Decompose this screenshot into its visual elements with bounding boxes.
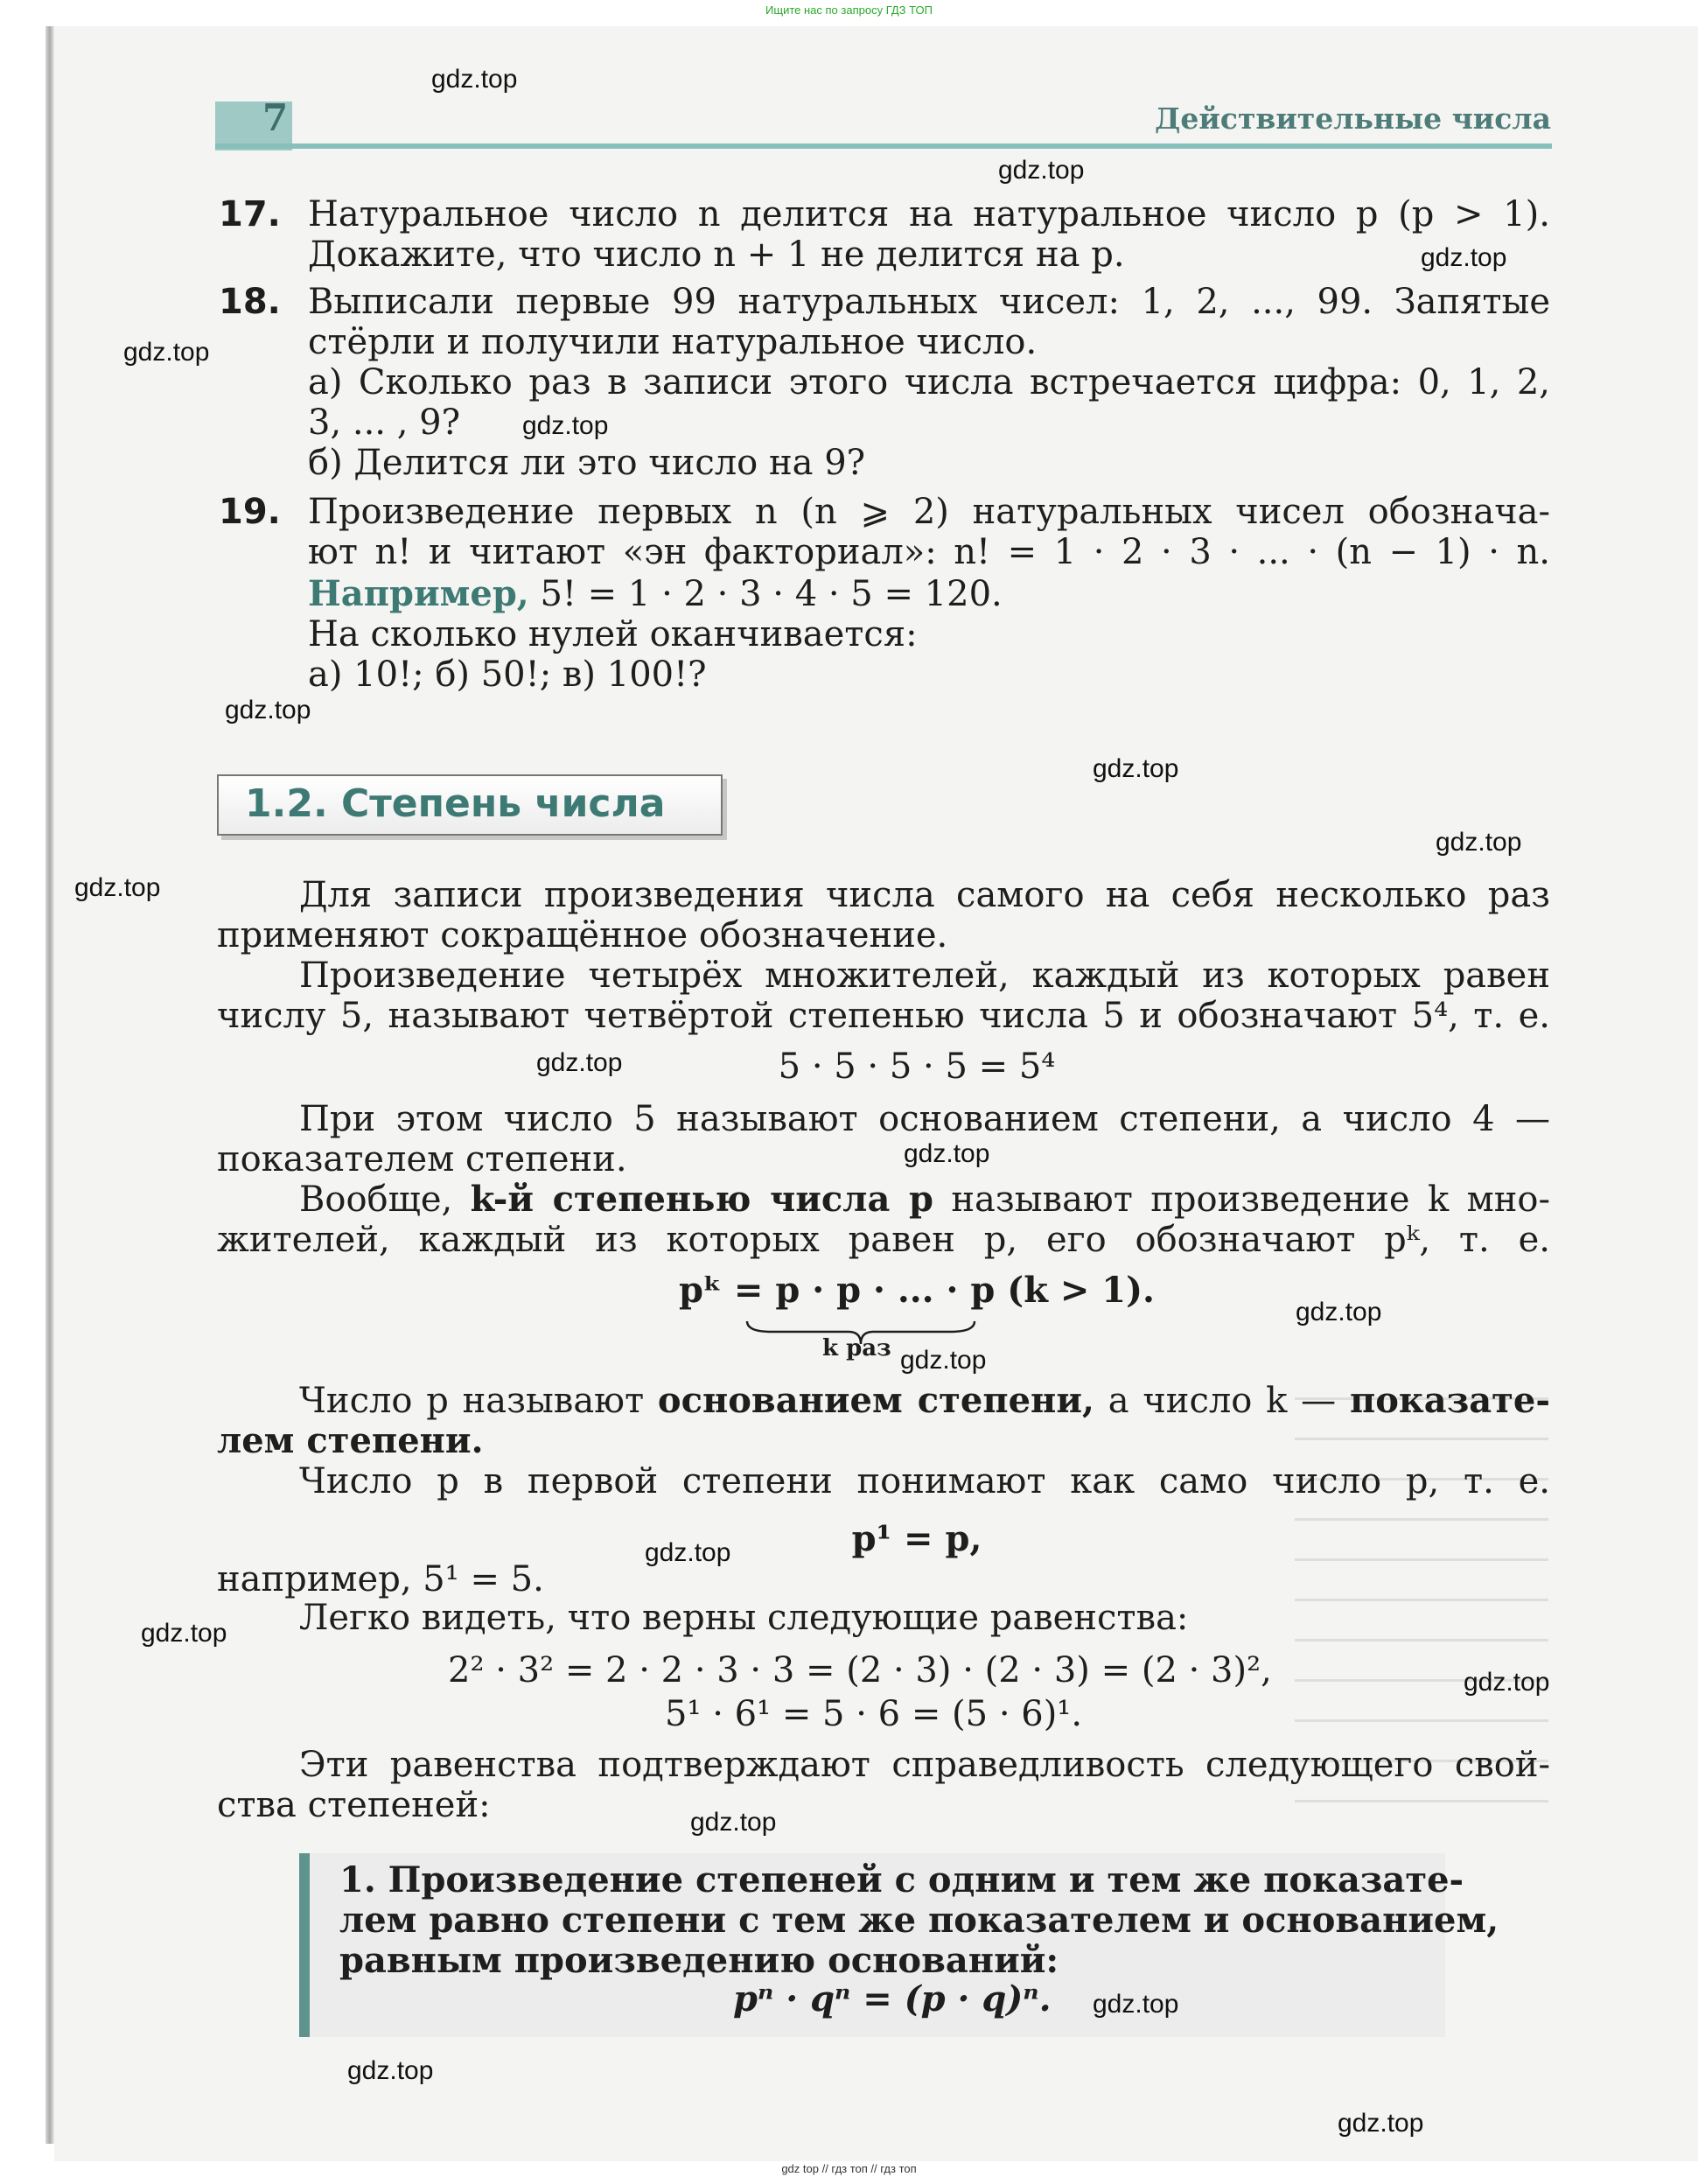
para1-line2: применяют сокращённое обозначение. (217, 915, 948, 956)
watermark: gdz.top (1338, 2109, 1424, 2138)
para4-term: k-й степенью числа p (470, 1179, 933, 1220)
page-number: 7 (262, 96, 289, 139)
para7: Легко видеть, что верны следующие равенства: (299, 1598, 1189, 1638)
problem-19-example (308, 574, 1003, 614)
property-line2: лем равно степени с тем же показателем и основанием, (339, 1900, 1499, 1941)
watermark: gdz.top (1093, 1990, 1179, 2019)
para4-part-a: Вообще, (299, 1180, 453, 1220)
para6-line2: например, 5¹ = 5. (217, 1559, 544, 1600)
problem-19-options: а) 10!; б) 50!; в) 100!? (308, 654, 707, 695)
problem-19-number: 19. (219, 492, 281, 532)
property-box-bar (299, 1853, 310, 2037)
watermark: gdz.top (431, 65, 518, 94)
watermark: gdz.top (536, 1048, 623, 1077)
formula-5-power-4: 5 · 5 · 5 · 5 = 5⁴ (778, 1046, 1056, 1087)
page-spine-shadow (45, 26, 54, 2144)
watermark: gdz.top (645, 1538, 731, 1567)
para8-line1: Эти равенства подтверждают справедливость следующего свой- (299, 1745, 1550, 1785)
formula-equality-1: 2² · 3² = 2 · 2 · 3 · 3 = (2 · 3) · (2 · 3) = (2 · 3)², (448, 1650, 1272, 1690)
para5-term-exponent: показате- (1349, 1380, 1550, 1421)
watermark: gdz.top (225, 696, 311, 724)
watermark: gdz.top (123, 338, 210, 367)
watermark: gdz.top (74, 873, 161, 902)
para3-line1: При этом число 5 называют основанием степени, а число 4 — (299, 1099, 1550, 1139)
watermark: gdz.top (522, 411, 609, 440)
para3-line2: показателем степени. (217, 1139, 627, 1180)
running-title: Действительные числа (1155, 102, 1551, 136)
para5-part-c: а число k — (1108, 1381, 1337, 1421)
problem-18-line4: 3, ... , 9? (308, 402, 461, 443)
para4-part-c: называют произведение k мно- (951, 1180, 1550, 1220)
watermark: gdz.top (900, 1346, 987, 1375)
formula-power-definition: pᵏ = p · p · ... · p (k > 1). (679, 1270, 1155, 1311)
watermark: gdz.top (1464, 1668, 1550, 1697)
problem-18-line2: стёрли и получили натуральное число. (308, 322, 1038, 362)
brace-label: k раз (822, 1335, 891, 1362)
problem-17-line1: Натуральное число n делится на натуральное число p (p > 1). (308, 194, 1550, 234)
example-text: 5! = 1 · 2 · 3 · 4 · 5 = 120. (540, 574, 1003, 614)
para4-line1 (299, 1180, 1550, 1220)
watermark: gdz.top (1436, 828, 1522, 857)
para5-line1 (299, 1381, 1550, 1421)
example-label: Например, (308, 573, 529, 614)
para6-line1: Число p в первой степени понимают как само число p, т. е. (299, 1461, 1550, 1502)
problem-18-number: 18. (219, 282, 281, 322)
para4-line2: жителей, каждый из которых равен p, его обозначают pᵏ, т. е. (217, 1220, 1550, 1260)
header-rule (215, 144, 1552, 149)
problem-18-line1: Выписали первые 99 натуральных чисел: 1, 2, ..., 99. Запятые (308, 282, 1550, 322)
property-line3: равным произведению оснований: (339, 1940, 1059, 1981)
problem-19-line1: Произведение первых n (n ⩾ 2) натуральных чисел обознача- (308, 492, 1550, 532)
problem-18-line3: а) Сколько раз в записи этого числа встречается цифра: 0, 1, 2, (308, 362, 1550, 402)
problem-19-line2: ют n! и читают «эн факториал»: n! = 1 · 2 · 3 · ... · (n − 1) · n. (308, 532, 1550, 572)
para8-line2: ства степеней: (217, 1785, 491, 1825)
problem-17-number: 17. (219, 194, 281, 234)
formula-equality-2: 5¹ · 6¹ = 5 · 6 = (5 · 6)¹. (665, 1694, 1083, 1734)
formula-first-power: p¹ = p, (851, 1518, 982, 1559)
watermark: gdz.top (347, 2056, 434, 2085)
watermark: gdz.top (998, 156, 1085, 185)
watermark: gdz.top (141, 1619, 227, 1648)
section-title: 1.2. Степень числа (245, 781, 666, 826)
problem-18-line5: б) Делится ли это число на 9? (308, 443, 866, 483)
problem-19-question: На сколько нулей оканчивается: (308, 614, 918, 654)
para1-line1: Для записи произведения числа самого на себя несколько раз (299, 875, 1550, 915)
para5-line2: лем степени. (217, 1420, 484, 1461)
para5-term-base: основанием степени, (657, 1380, 1094, 1421)
watermark: gdz.top (904, 1139, 990, 1168)
watermark: gdz.top (690, 1808, 777, 1837)
para2-line2: числу 5, называют четвёртой степенью числа 5 и обозначают 5⁴, т. е. (217, 996, 1550, 1036)
top-note[interactable]: Ищите нас по запросу ГДЗ ТОП (765, 4, 933, 17)
section-header (217, 774, 723, 836)
bottom-note[interactable]: gdz top // гдз топ // гдз топ (781, 2162, 917, 2175)
property-formula: pⁿ · qⁿ = (p · q)ⁿ. (733, 1978, 1052, 2020)
watermark: gdz.top (1093, 754, 1179, 783)
para2-line1: Произведение четырёх множителей, каждый из которых равен (299, 956, 1550, 996)
watermark: gdz.top (1421, 243, 1507, 272)
property-line1: 1. Произведение степеней с одним и тем же показате- (339, 1859, 1464, 1900)
problem-17-line2: Докажите, что число n + 1 не делится на p. (308, 234, 1125, 275)
watermark: gdz.top (1296, 1298, 1382, 1326)
para5-part-a: Число p называют (299, 1381, 645, 1421)
bleed-through-texture (1295, 1365, 1548, 1802)
